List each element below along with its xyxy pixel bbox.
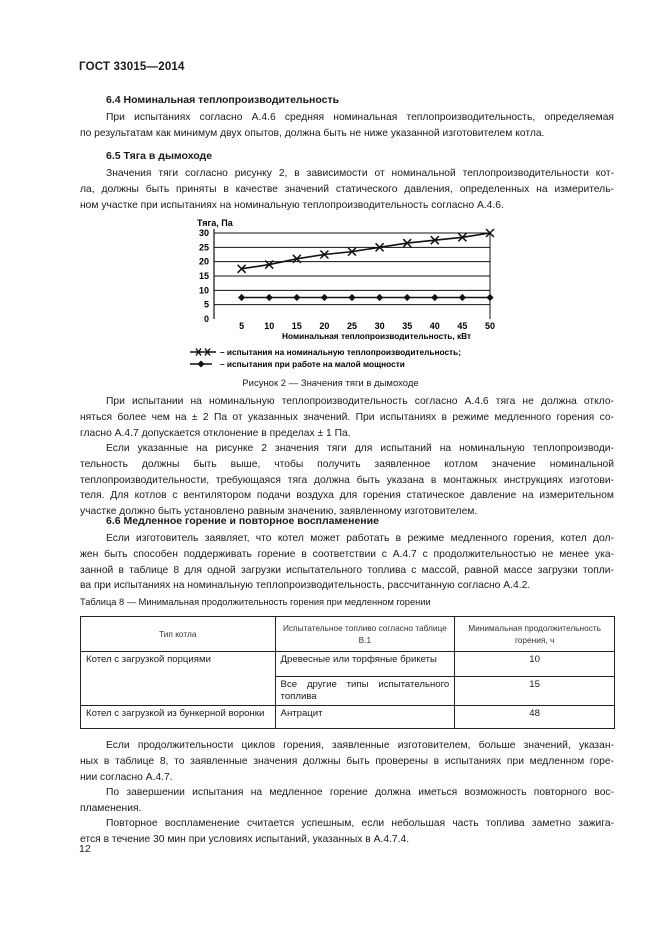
text-line: Если изготовитель заявляет, что котел может работать в режиме медленного горения, котел дол- [106,533,614,544]
table-header-cell: Испытательное топливо согласно таблице В.1 [275,617,455,652]
data-point-diamond-marker [348,294,355,301]
x-tick-label: 15 [291,321,302,331]
burn-duration-table [80,616,615,729]
table-header-row [81,617,615,652]
y-tick-label: 25 [198,242,209,253]
y-tick-label: 10 [198,285,209,296]
text-line: ла, должны быть приняты в качестве значений статического давления, определенных на измеритель- [80,183,614,195]
table-cell-hours: 10 [455,652,615,677]
text-line: ном участке при испытаниях на номинальную теплопроизводительность согласно А.4.6. [80,199,504,211]
text-line: При испытании на номинальную теплопроизводительность согласно А.4.6 тяга не должна откло- [106,396,614,407]
data-point-diamond-marker [321,294,328,301]
text-line: нии согласно А.4.7. [80,771,173,783]
legend-label-nominal: – испытания на номинальную теплопроизводительность; [220,347,461,357]
section-6-4-text [80,110,614,142]
table-cell-boiler-type: Котел с загрузкой порциями [81,652,276,706]
text-line: ных в таблице 8, то заявленные значения должны быть проверены в испытаниях при медленном горе- [80,755,614,767]
text-line: ется в течение 30 мин при условиях испытаний, указанных в А.4.7.4. [80,833,410,845]
page-number: 12 [79,843,91,855]
data-point-diamond-marker [238,294,245,301]
y-axis-label: Тяга, Па [197,218,233,228]
table-row [81,652,615,677]
y-tick-label: 0 [203,314,209,324]
x-tick-label: 10 [264,321,275,331]
text-line: теля. Для котлов с вентилятором подачи воздуха для горения статическое давление на измерительном [80,490,614,502]
table-cell-boiler-type: Котел с загрузкой из бункерной воронки [81,706,276,729]
section-6-5-heading: 6.5 Тяга в дымоходе [106,150,213,162]
x-tick-label: 40 [429,321,440,331]
data-point-diamond-marker [404,294,411,301]
data-point-diamond-marker [293,294,300,301]
y-tick-label: 30 [198,228,209,238]
data-point-diamond-marker [486,294,493,301]
data-point-diamond-marker [431,294,438,301]
text-line: жен быть способен поддерживать горение в соответствии с А.4.7 с продолжительностью не менее ука- [80,548,614,560]
table-cell-fuel: Антрацит [275,706,455,729]
reignition-possibility-text [80,785,614,817]
text-line: тельность должны быть выше, чтобы получить заявленное котлом значение номинальной [80,458,614,470]
section-6-6-text [80,531,614,594]
x-tick-label: 20 [319,321,330,331]
x-axis-label: Номинальная теплопроизводительность, кВт [282,331,472,341]
text-line: По завершении испытания на медленное горение должна иметься возможность повторного вос- [106,787,614,798]
x-tick-label: 25 [346,321,358,331]
text-line: Значения тяги согласно рисунку 2, в зависимости от номинальной теплопроизводительности кот- [106,168,614,179]
table-caption: Таблица 8 — Минимальная продолжительность горения при медленном горении [80,597,431,607]
table-cell-fuel: Все другие типы испытательного топлива [275,677,455,706]
text-line: Если указанные на рисунке 2 значения тяги для испытаний на номинальную теплопроизводи- [106,443,614,454]
y-tick-label: 20 [198,256,209,267]
y-tick-label: 5 [203,299,209,310]
table-cell-hours: 15 [455,677,615,706]
x-tick-label: 30 [374,321,385,331]
data-point-diamond-marker [459,294,466,301]
data-point-diamond-marker [266,294,273,301]
table-header-cell: Тип котла [81,617,276,652]
table-row [81,706,615,729]
figure-caption: Рисунок 2 — Значения тяги в дымоходе [242,378,419,389]
draft-tolerance-text [80,394,614,441]
table-cell-hours: 48 [455,706,615,729]
y-tick-label: 15 [198,271,209,281]
x-tick-label: 5 [239,321,245,331]
slow-burn-verification-text [80,738,614,785]
text-line: занной в таблице 8 для одной загрузки испытательного топлива с массой, равной массе загрузки топли- [80,564,614,576]
text-line: участке должно быть установлено равным значению, заявленному изготовителем. [80,506,478,518]
text-line: теплопроизводительности, требующаяся тяга должна быть указана в монтажных инструкциях изготови- [80,474,614,486]
series-line-1 [242,233,490,269]
data-point-diamond-marker [376,294,383,301]
legend-label-low: – испытания при работе на малой мощности [220,359,405,369]
draft-chart [190,212,510,372]
text-line: Если продолжительности циклов горения, заявленные изготовителем, больше значений, указан- [106,740,614,751]
text-line: При испытаниях согласно А.4.6 средняя номинальная теплопроизводительность, определяемая [106,112,614,123]
x-tick-label: 45 [457,321,468,331]
standard-header: ГОСТ 33015—2014 [79,61,185,73]
text-line: пламенения. [80,802,142,814]
section-6-5-text [80,166,614,213]
text-line: Повторное воспламенение считается успешным, если небольшая часть топлива заметно зажига- [106,818,614,829]
text-line: няться более чем на ± 2 Па от указанных значений. При испытаниях в режиме медленного горения со- [80,411,614,423]
text-line: гласно А.4.7 допускается отклонение в пределах ± 1 Па. [80,427,351,439]
legend [190,347,461,369]
x-tick-label: 50 [484,321,496,331]
section-6-6-heading: 6.6 Медленное горение и повторное воспламенение [106,515,379,527]
text-line: ва при испытаниях на номинальную теплопроизводительность, рассчитанную согласно А.4.2. [80,580,531,592]
text-line: по результатам как минимум двух опытов, должна быть не ниже указанной изготовителем котла. [80,127,545,139]
table-cell-fuel: Древесные или торфяные брикеты [275,652,455,677]
legend-diamond-marker [198,361,205,368]
x-tick-label: 35 [402,321,413,331]
draft-manufacturer-text [80,441,614,520]
section-6-4-heading: 6.4 Номинальная теплопроизводительность [106,94,340,106]
table-header-cell: Минимальная продолжительность горения, ч [455,617,615,652]
reignition-success-text [80,816,614,848]
